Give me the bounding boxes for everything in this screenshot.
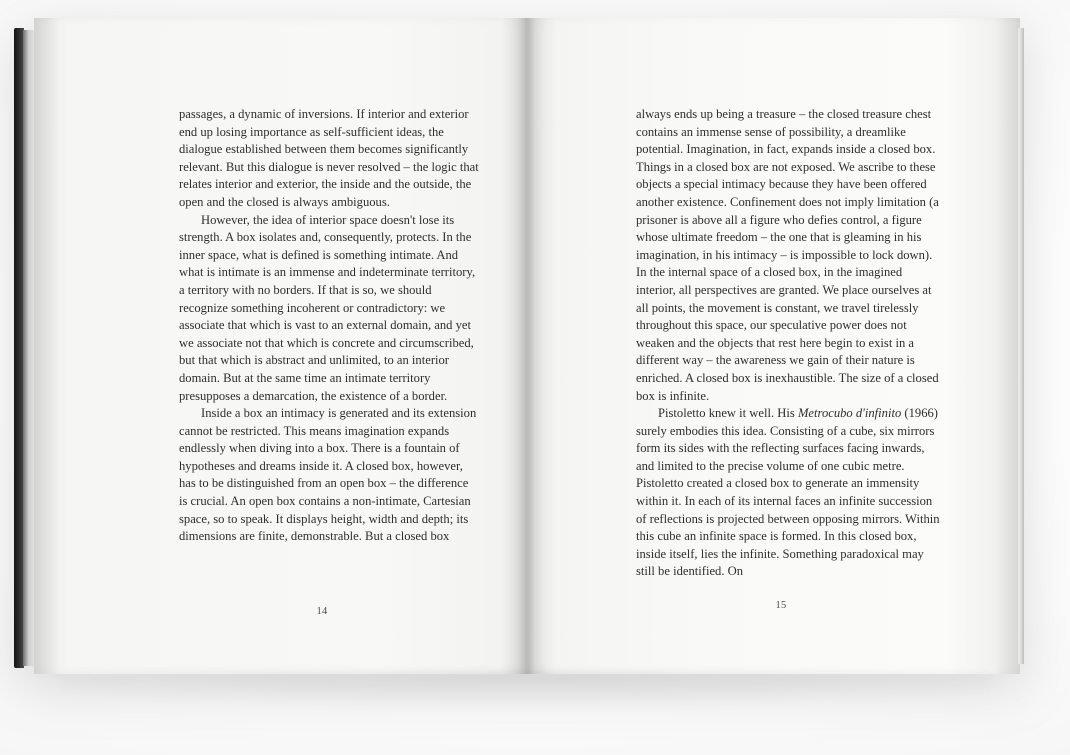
right-page-text-column — [636, 106, 942, 581]
right-page-stack-edge — [1018, 28, 1024, 664]
right-paragraph-2-post: (1966) surely embodies this idea. Consisting of a cube, six mirrors form its sides with the reflecting surfaces facing inwards, and limited to the precise volume of one cubic metre. Pistoletto created a closed box to generate an immensity within it. In each of its internal faces an infinite succession of reflections is projected between opposing mirrors. Within this cube an infinite space is formed. In this closed box, inside itself, lies the infinite. Something paradoxical may still be identified. On — [636, 406, 940, 579]
right-paragraph-1: always ends up being a treasure – the closed treasure chest contains an immense sense of possibility, a dreamlike potential. Imagination, in fact, expands inside a closed box. Things in a closed box are not exposed. We ascribe to these objects a special intimacy because they have been offered another existence. Confinement does not imply limitation (a prisoner is above all a figure who defies control, a figure whose ultimate freedom – the one that is gleaming in his imagination, in his intimacy – is impossible to lock down). In the internal space of a closed box, in the imagined interior, all perspectives are granted. We place ourselves at all points, the movement is constant, we travel tirelessly throughout this space, our speculative power does not weaken and the objects that rest here begin to exist in a different way – the awareness we gain of their nature is enriched. A closed box is inexhaustible. The size of a closed box is infinite. — [636, 107, 939, 403]
left-page-folio: 14 — [316, 606, 328, 617]
right-paragraph-2-pre: Pistoletto knew it well. His — [658, 406, 798, 421]
left-paragraph-2: However, the idea of interior space doesn't lose its strength. A box isolates and, consequently, protects. In the inner space, what is defined is something intimate. And what is intimate is an immense and indeterminate territory, a territory with no borders. If that is so, we should recognize something incoherent or contradictory: we associate that which is vast to an external domain, and yet we associate not that which is concrete and circumscribed, but that which is abstract and unlimited, to an interior domain. But at the same time an intimate territory presupposes a demarcation, the existence of a border. — [179, 212, 476, 403]
left-paragraph-1: passages, a dynamic of inversions. If interior and exterior end up losing importance as self-sufficient ideas, the dialogue established between them becomes significantly relevant. But this dialogue is never resolved – the logic that relates interior and exterior, the inside and the outside, the open and the closed is always ambiguous. — [179, 107, 479, 209]
open-book — [14, 18, 1020, 674]
left-page-curl — [34, 18, 60, 674]
book-shadow — [60, 672, 990, 712]
right-page-curl — [994, 18, 1020, 674]
right-page-folio: 15 — [775, 600, 787, 611]
left-paragraph-3: Inside a box an intimacy is generated and its extension cannot be restricted. This means imagination expands endlessly when diving into a box. There is a fountain of hypotheses and dreams inside it. A closed box, however, has to be distinguished from an open box – the difference is crucial. An open box contains a non-intimate, Cartesian space, so to speak. It displays height, width and depth; its dimensions are finite, demonstrable. But a closed box — [179, 406, 477, 544]
right-paragraph-2 — [636, 405, 942, 581]
page-spread — [34, 18, 1020, 674]
artwork-title-italic: Metrocubo d'infinito — [797, 406, 902, 421]
left-page-text-column — [179, 106, 479, 546]
